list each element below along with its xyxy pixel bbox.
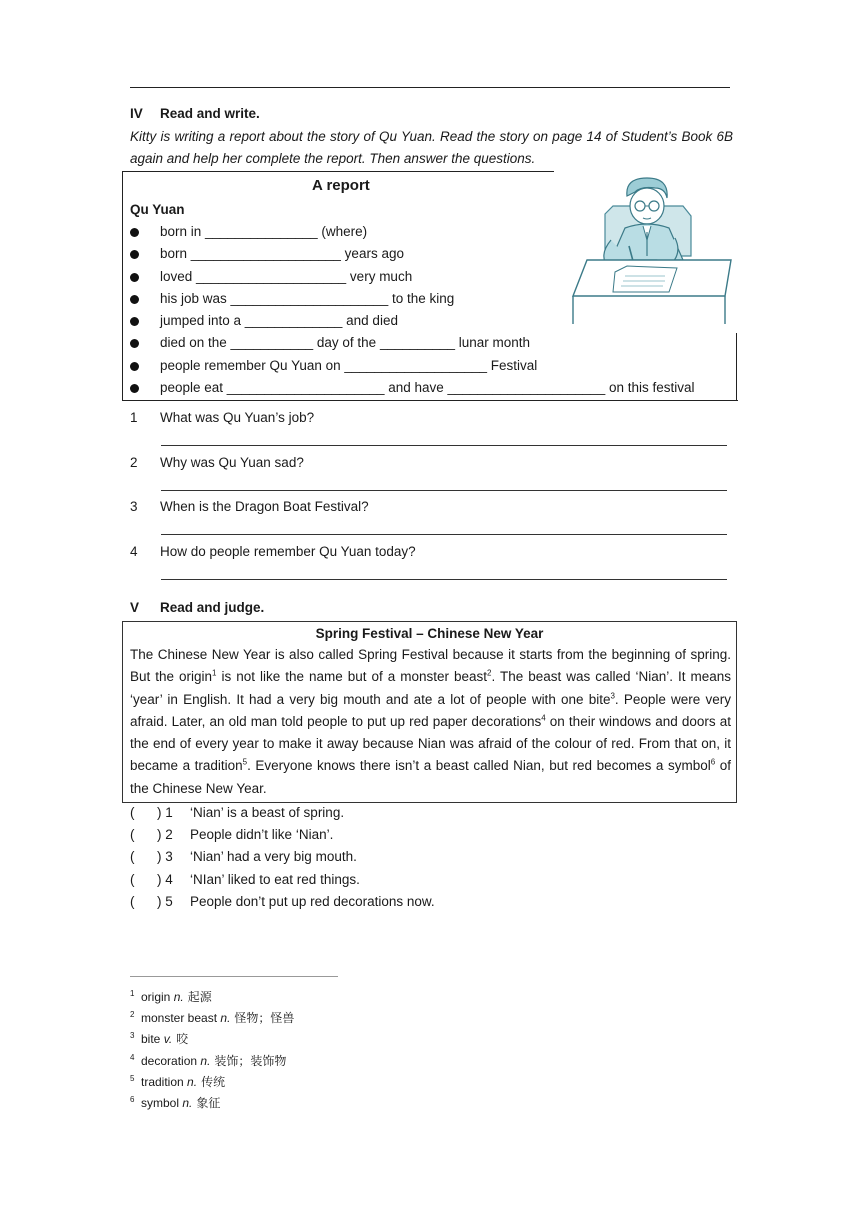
answer-bracket[interactable]: (	[130, 871, 135, 887]
passage-title: Spring Festival – Chinese New Year	[315, 626, 544, 641]
report-item: people eat _____________________ and have _____________________ on this festival	[130, 377, 695, 399]
footnote-rule	[130, 976, 338, 977]
bullet-icon	[130, 273, 139, 282]
judge-statement: ‘Nian’ is a beast of spring.	[190, 805, 345, 820]
footnote: 3 bite v. 咬	[130, 1031, 189, 1047]
question-text: When is the Dragon Boat Festival?	[160, 499, 369, 514]
judge-item: ( ) 2 People didn’t like ‘Nian’.	[130, 824, 435, 846]
bullet-icon	[130, 339, 139, 348]
footnote: 4 decoration n. 装饰；装饰物	[130, 1052, 287, 1068]
report-item: jumped into a _____________ and died	[130, 310, 695, 332]
worksheet-page: IV Read and write. Kitty is writing a report about the story of Qu Yuan. Read the story on page 14 of Student’s Book 6B again and help her complete the report. Then answer the questions. A report Qu Yuan born in _______________ (where) born ____________________ years ago loved ____________________ very much his job was _____________________ to the king jumped into a _____________ and died died on the ___________ day of the __________ lunar month people remember Qu Yuan on ___________________ Festival people eat _____________________ and have _____________________ on this festival 1 What was Qu Yuan’s job? 2 Why was Qu Yuan sad? 3 When is the Dragon Boat Festival? 4 How do people remember Qu Yuan today? V Read and judge. Spring Festival – Chinese New Year The Chinese New Year is also called Spring Festival because it starts from the beginning of spring. But the origin$^1$ is not like the name but of a monster beast$^2$. The beast was called ‘Nian’. It means ‘year’ in English. It had a very big mouth and ate a lot of people with one bite$^3$. People were very afraid. Later, an old man told people to put up red paper decorations$^4$ on their windows and doors at the end of every year to make it away because Nian was afraid of the colour of red. From that on, it became a tradition$^5$. Everyone knows there isn’t a beast called Nian, but red becomes a symbol$^6$ of the Chinese New Year. ( ) 1 ‘Nian’ is a beast of spring. ( ) 2 People didn’t like ‘Nian’. ( ) 3 ‘Nian’ had a very big mouth. ( ) 4 ‘NIan’ liked to eat red things. ( ) 5 People don’t put up red decorations now. 1 origin n. 起源 2 monster beast n. 怪物；怪兽 3 bite v. 咬 4 decoration n. 装饰；装饰物 5 tradition n. 传统 6 symbol n. 象征	[0, 0, 860, 1216]
section-4-title: Read and write.	[160, 106, 260, 121]
top-rule	[130, 87, 730, 88]
section-4-instructions: Kitty is writing a report about the story of Qu Yuan. Read the story on page 14 of Student’s Book 6B again and help her complete the report. Then answer the questions.	[130, 129, 733, 166]
answer-bracket[interactable]: (	[130, 893, 135, 909]
footnote: 6 symbol n. 象征	[130, 1094, 221, 1110]
answer-line[interactable]	[161, 579, 727, 580]
question-text: What was Qu Yuan’s job?	[160, 410, 315, 425]
report-item: people remember Qu Yuan on ___________________ Festival	[130, 355, 695, 377]
boy-writing-illustration	[565, 176, 737, 326]
judge-list	[130, 802, 435, 913]
question-text: Why was Qu Yuan sad?	[160, 454, 304, 470]
reading-passage-box	[122, 621, 737, 803]
answer-line[interactable]	[161, 445, 727, 446]
section-5-title: Read and judge.	[160, 600, 265, 615]
section-4-heading	[130, 106, 260, 121]
bullet-icon	[130, 250, 139, 259]
footnote: 1 origin n. 起源	[130, 989, 212, 1004]
answer-bracket[interactable]: (	[130, 827, 135, 843]
report-item: born ____________________ years ago	[130, 243, 695, 265]
answer-line[interactable]	[161, 490, 727, 491]
report-item: born in _______________ (where)	[130, 221, 695, 243]
judge-item: ( ) 1 ‘Nian’ is a beast of spring.	[130, 802, 435, 824]
question-text: How do people remember Qu Yuan today?	[160, 543, 416, 559]
footnote: 2 monster beast n. 怪物；怪兽	[130, 1010, 295, 1026]
judge-statement: People didn’t like ‘Nian’.	[190, 827, 334, 843]
section-5-number: V	[130, 600, 140, 615]
judge-statement: ‘Nian’ had a very big mouth.	[190, 849, 357, 865]
answer-bracket[interactable]: (	[130, 805, 135, 820]
section-4-number: IV	[130, 106, 143, 121]
judge-item: ( ) 4 ‘NIan’ liked to eat red things.	[130, 869, 435, 891]
answer-bracket[interactable]: (	[130, 849, 135, 865]
report-item: loved ____________________ very much	[130, 266, 695, 288]
footnote: 5 tradition n. 传统	[130, 1073, 226, 1089]
bullet-icon	[130, 362, 139, 371]
bullet-icon	[130, 295, 139, 304]
judge-item: ( ) 5 People don’t put up red decorations now.	[130, 891, 435, 913]
passage-text: The Chinese New Year is also called Spring Festival because it starts from the beginning of spring. But the origin$^1$ is not like the name but of a monster beast$^2$. The beast was called ‘Nian’. It means ‘year’ in English. It had a very big mouth and ate a lot of people with one bite$^3$. People were very afraid. Later, an old man told people to put up red paper decorations$^4$ on their windows and doors at the end of every year to make it away because Nian was afraid of the colour of red. From that on, it became a tradition$^5$. Everyone knows there isn’t a beast called Nian, but red becomes a symbol$^6$ of the Chinese New Year.	[130, 647, 731, 796]
judge-statement: People don’t put up red decorations now.	[190, 893, 435, 909]
bullet-icon	[130, 317, 139, 326]
judge-statement: ‘NIan’ liked to eat red things.	[190, 871, 360, 887]
report-title: A report	[312, 177, 370, 194]
bullet-icon	[130, 228, 139, 237]
bullet-icon	[130, 384, 139, 393]
answer-line[interactable]	[161, 534, 727, 535]
section-5-heading	[130, 600, 264, 615]
footnotes	[130, 983, 294, 1110]
judge-item: ( ) 3 ‘Nian’ had a very big mouth.	[130, 846, 435, 868]
report-subject: Qu Yuan	[130, 202, 185, 217]
report-item: his job was _____________________ to the king	[130, 288, 695, 310]
report-item: died on the ___________ day of the __________ lunar month	[130, 332, 695, 354]
